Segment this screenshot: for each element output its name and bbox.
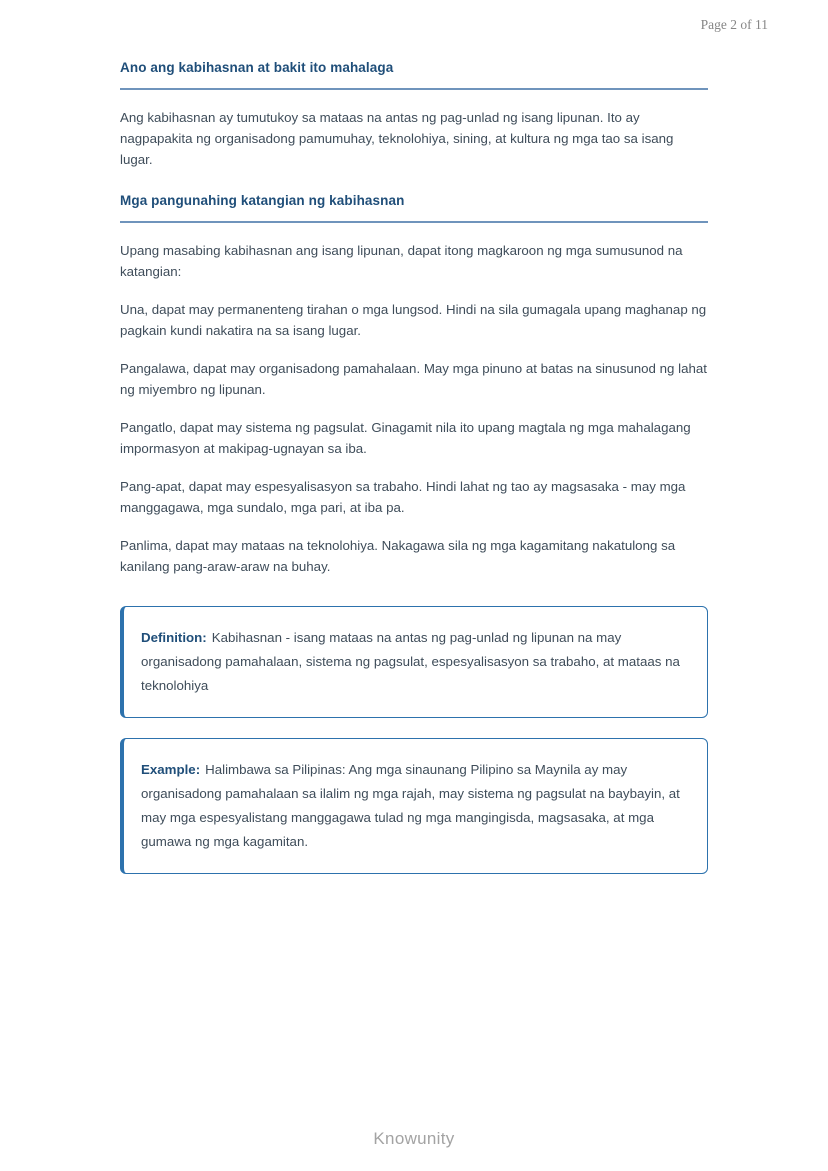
paragraph-panlima: Panlima, dapat may mataas na teknolohiya. Nakagawa sila ng mga kagamitang nakatulong sa kanilang pang-araw-araw na buhay. [120,538,676,574]
section-heading-kabihasnan-mahalaga: Ano ang kabihasnan at bakit ito mahalaga [120,54,708,90]
example-callout-text [141,758,687,854]
paragraph-pang-apat: Pang-apat, dapat may espesyalisasyon sa trabaho. Hindi lahat ng tao ay magsasaka - may mga manggagawa, mga sundalo, mga pari, at iba pa. [120,479,686,515]
section-heading-katangian: Mga pangunahing katangian ng kabihasnan [120,187,708,223]
paragraph-intro: Ang kabihasnan ay tumutukoy sa mataas na antas ng pag-unlad ng isang lipunan. Ito ay nagpapakita ng organisadong pamumuhay, teknolohiya, sining, at kultura ng mga tao sa isang lugar. [120,110,674,167]
definition-body: Kabihasnan - isang mataas na antas ng pag-unlad ng lipunan na may organisadong pamahalaan, sistema ng pagsulat, espesyalisasyon sa trabaho, at mataas na teknolohiya [141,630,680,693]
definition-callout [120,606,708,718]
page-number-indicator: Page 2 of 11 [700,17,768,32]
example-body: Halimbawa sa Pilipinas: Ang mga sinaunang Pilipino sa Maynila ay may organisadong pamahalaan sa ilalim ng mga rajah, may sistema ng pagsulat na baybayin, at may mga espesyalistang manggagawa tulad ng mga mangingisda, magsasaka, at mga gumawa ng mga kagamitan. [141,762,680,849]
document-content [120,54,708,874]
definition-label: Definition: [141,630,207,645]
paragraph-pangalawa: Pangalawa, dapat may organisadong pamahalaan. May mga pinuno at batas na sinusunod ng lahat ng miyembro ng lipunan. [120,361,707,397]
example-callout [120,738,708,874]
paragraph-pangatlo: Pangatlo, dapat may sistema ng pagsulat. Ginagamit nila ito upang magtala ng mga mahalagang impormasyon at makipag-ugnayan sa iba. [120,420,691,456]
definition-callout-text [141,626,687,698]
example-label: Example: [141,762,201,777]
paragraph-una: Una, dapat may permanenteng tirahan o mga lungsod. Hindi na sila gumagala upang maghanap ng pagkain kundi nakatira na sa isang lugar. [120,302,707,338]
brand-watermark: Knowunity [373,1129,455,1148]
paragraph-katangian-intro: Upang masabing kabihasnan ang isang lipunan, dapat itong magkaroon ng mga sumusunod na katangian: [120,243,683,279]
